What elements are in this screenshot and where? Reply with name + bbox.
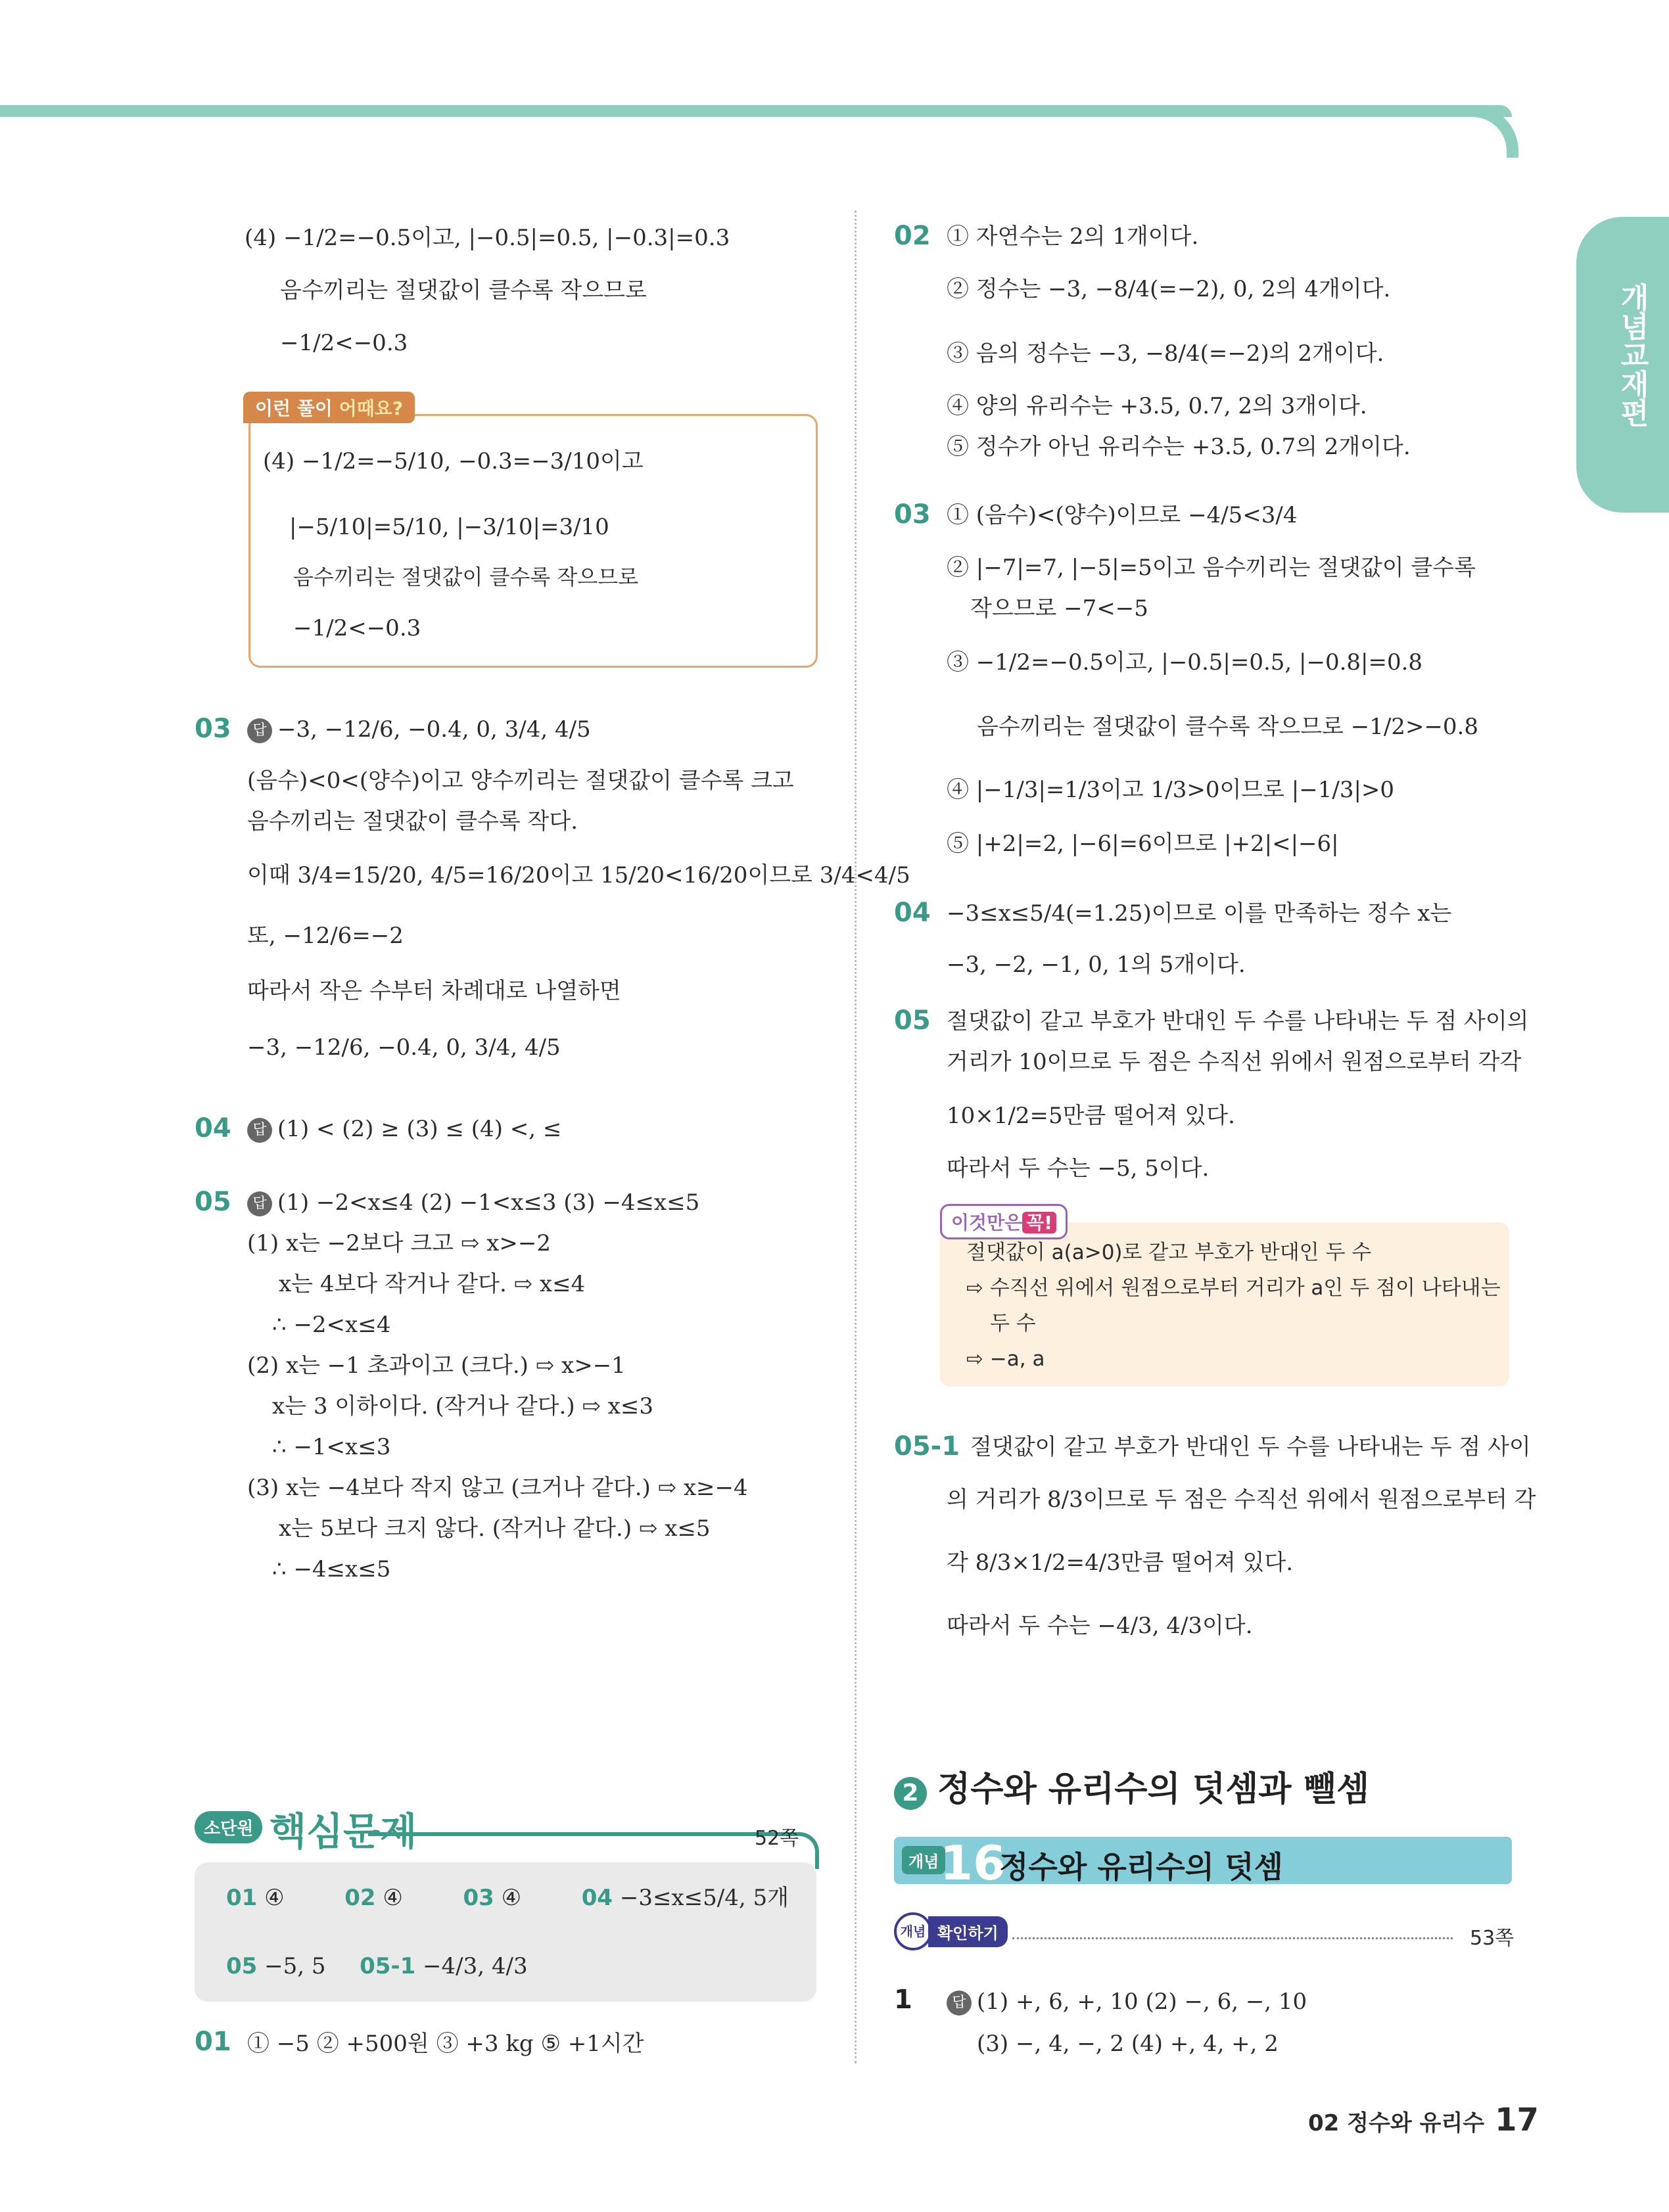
section-title: 2 정수와 유리수의 덧셈과 뺄셈	[894, 1761, 1369, 1810]
column-divider	[855, 210, 857, 2063]
note-line-2: ⇨ 수직선 위에서 원점으로부터 거리가 a인 두 점이 나타내는	[966, 1276, 1501, 1300]
r-q051-line-3: 각 8/3×1/2=4/3만큼 떨어져 있다.	[947, 1550, 1294, 1576]
r-q05-line-3: 10×1/2=5만큼 떨어져 있다.	[947, 1103, 1235, 1129]
p4-line-3: −1/2<−0.3	[280, 330, 408, 356]
r-q04-number: 04	[894, 898, 931, 928]
q03-number: 03	[195, 714, 231, 744]
concept-number: 16	[940, 1835, 1006, 1891]
core-title: 핵심문제	[270, 1809, 417, 1854]
p4-line-1: (4) −1/2=−0.5이고, |−0.5|=0.5, |−0.3|=0.3	[245, 225, 730, 251]
core-pill: 소단원	[195, 1811, 262, 1843]
core-row-1: 01 ④ 02 ④ 03 ④ 04 −3≤x≤5/4, 5개	[226, 1885, 789, 1911]
r-q03-line-2: ② |−7|=7, |−5|=5이고 음수끼리는 절댓값이 클수록	[947, 555, 1476, 581]
note-line-3: 두 수	[990, 1312, 1036, 1335]
p4-line-2: 음수끼리는 절댓값이 클수록 작으므로	[280, 277, 647, 304]
q03-line-4: 또, −12/6=−2	[247, 923, 404, 949]
answer-badge: 답	[247, 1191, 272, 1216]
q05-line-1: (1) x는 −2보다 크고 ⇨ x>−2	[247, 1230, 551, 1256]
r-q051-line-4: 따라서 두 수는 −4/3, 4/3이다.	[947, 1613, 1253, 1639]
confirm-page: 53쪽	[1470, 1927, 1515, 1950]
confirm-dots	[1012, 1937, 1453, 1939]
q01-number: 01	[195, 2027, 231, 2057]
r-q04-line-1: −3≤x≤5/4(=1.25)이므로 이를 만족하는 정수 x는	[947, 900, 1452, 927]
q05-line-8: x는 5보다 크지 않다. (작거나 같다.) ⇨ x≤5	[279, 1515, 711, 1542]
r-q02-line-1: ① 자연수는 2의 1개이다.	[947, 223, 1199, 250]
side-tab	[1576, 217, 1669, 513]
answer-badge: 답	[247, 1118, 272, 1143]
r-q02-line-2: ② 정수는 −3, −8/4(=−2), 0, 2의 4개이다.	[947, 276, 1391, 302]
r-q05-line-4: 따라서 두 수는 −5, 5이다.	[947, 1155, 1210, 1182]
q03-line-5: 따라서 작은 수부터 차례대로 나열하면	[247, 978, 621, 1004]
r-q02-line-4: ④ 양의 유리수는 +3.5, 0.7, 2의 3개이다.	[947, 393, 1367, 419]
r-q04-line-2: −3, −2, −1, 0, 1의 5개이다.	[947, 952, 1246, 978]
answer-badge: 답	[247, 718, 272, 743]
r-q1-number: 1	[894, 1985, 912, 2015]
tip-line-1: (4) −1/2=−5/10, −0.3=−3/10이고	[263, 448, 644, 474]
q03-line-6: −3, −12/6, −0.4, 0, 3/4, 4/5	[247, 1034, 561, 1061]
side-tab-label: 개념교재편	[1615, 283, 1649, 427]
note-line-1: 절댓값이 a(a>0)로 같고 부호가 반대인 두 수	[966, 1241, 1372, 1264]
r-q03-line-5: 음수끼리는 절댓값이 클수록 작으므로 −1/2>−0.8	[977, 714, 1478, 740]
r-q1-line-2: (3) −, 4, −, 2 (4) +, 4, +, 2	[977, 2031, 1279, 2057]
answer-badge: 답	[947, 1991, 972, 2016]
q05-answer: 답 (1) −2<x≤4 (2) −1<x≤3 (3) −4≤x≤5	[247, 1188, 699, 1217]
tip-line-4: −1/2<−0.3	[293, 615, 421, 641]
r-q05-line-2: 거리가 10이므로 두 점은 수직선 위에서 원점으로부터 각각	[947, 1049, 1522, 1075]
concept-title: 정수와 유리수의 덧셈	[999, 1849, 1283, 1885]
q05-line-5: x는 3 이하이다. (작거나 같다.) ⇨ x≤3	[272, 1393, 654, 1419]
q03-line-3: 이때 3/4=15/20, 4/5=16/20이고 15/20<16/20이므로 3/4<4/5	[247, 862, 910, 888]
r-q05-number: 05	[894, 1005, 931, 1036]
tip-label: 이런 풀이 어때요?	[243, 392, 415, 423]
r-q02-line-5: ⑤ 정수가 아닌 유리수는 +3.5, 0.7의 2개이다.	[947, 434, 1411, 460]
top-rule	[0, 105, 1512, 117]
r-q02-number: 02	[894, 221, 931, 251]
q05-number: 05	[195, 1187, 231, 1217]
r-q03-number: 03	[894, 499, 931, 530]
r-q03-line-3: 작으므로 −7<−5	[970, 595, 1148, 622]
concept-tag: 개념	[902, 1846, 945, 1874]
confirm-header: 개념 확인하기	[894, 1912, 1008, 1950]
r-q1-line-1: 답 (1) +, 6, +, 10 (2) −, 6, −, 10	[947, 1987, 1307, 2016]
q03-answer: 답 −3, −12/6, −0.4, 0, 3/4, 4/5	[247, 715, 591, 744]
r-q05-line-1: 절댓값이 같고 부호가 반대인 두 수를 나타내는 두 점 사이의	[947, 1008, 1529, 1034]
r-q051-number: 05-1	[894, 1431, 960, 1462]
q01-text: ① −5 ② +500원 ③ +3 kg ⑤ +1시간	[247, 2031, 644, 2057]
q04-answer: 답 (1) < (2) ≥ (3) ≤ (4) <, ≤	[247, 1115, 561, 1143]
r-q03-line-1: ① (음수)<(양수)이므로 −4/5<3/4	[947, 502, 1298, 528]
r-q051-line-2: 의 거리가 8/3이므로 두 점은 수직선 위에서 원점으로부터 각	[947, 1486, 1536, 1513]
q05-line-9: ∴ −4≤x≤5	[272, 1556, 391, 1582]
tip-line-2: |−5/10|=5/10, |−3/10|=3/10	[289, 514, 609, 540]
q03-line-2: 음수끼리는 절댓값이 클수록 작다.	[247, 808, 578, 835]
r-q03-line-4: ③ −1/2=−0.5이고, |−0.5|=0.5, |−0.8|=0.8	[947, 649, 1423, 676]
q04-number: 04	[195, 1113, 231, 1143]
note-line-4: ⇨ −a, a	[966, 1347, 1045, 1371]
q05-line-3: ∴ −2<x≤4	[272, 1312, 391, 1338]
r-q03-line-7: ⑤ |+2|=2, |−6|=6이므로 |+2|<|−6|	[947, 831, 1339, 857]
r-q02-line-3: ③ 음의 정수는 −3, −8/4(=−2)의 2개이다.	[947, 340, 1384, 367]
q05-line-6: ∴ −1<x≤3	[272, 1434, 391, 1460]
q05-line-2: x는 4보다 작거나 같다. ⇨ x≤4	[279, 1271, 586, 1297]
footer: 02 정수와 유리수 17	[1308, 2102, 1539, 2138]
note-label: 이것만은 꼭!	[940, 1204, 1068, 1239]
q03-line-1: (음수)<0<(양수)이고 양수끼리는 절댓값이 클수록 크고	[247, 768, 794, 794]
tip-line-3: 음수끼리는 절댓값이 클수록 작으므로	[293, 565, 639, 589]
core-row-2: 05 −5, 5 05-1 −4/3, 4/3	[226, 1953, 528, 1979]
r-q051-line-1: 절댓값이 같고 부호가 반대인 두 수를 나타내는 두 점 사이	[970, 1434, 1531, 1460]
core-page: 52쪽	[755, 1827, 799, 1850]
q05-line-7: (3) x는 −4보다 작지 않고 (크거나 같다.) ⇨ x≥−4	[247, 1475, 748, 1501]
q05-line-4: (2) x는 −1 초과이고 (크다.) ⇨ x>−1	[247, 1352, 626, 1379]
concept-bar	[894, 1835, 1512, 1891]
r-q03-line-6: ④ |−1/3|=1/3이고 1/3>0이므로 |−1/3|>0	[947, 777, 1395, 803]
